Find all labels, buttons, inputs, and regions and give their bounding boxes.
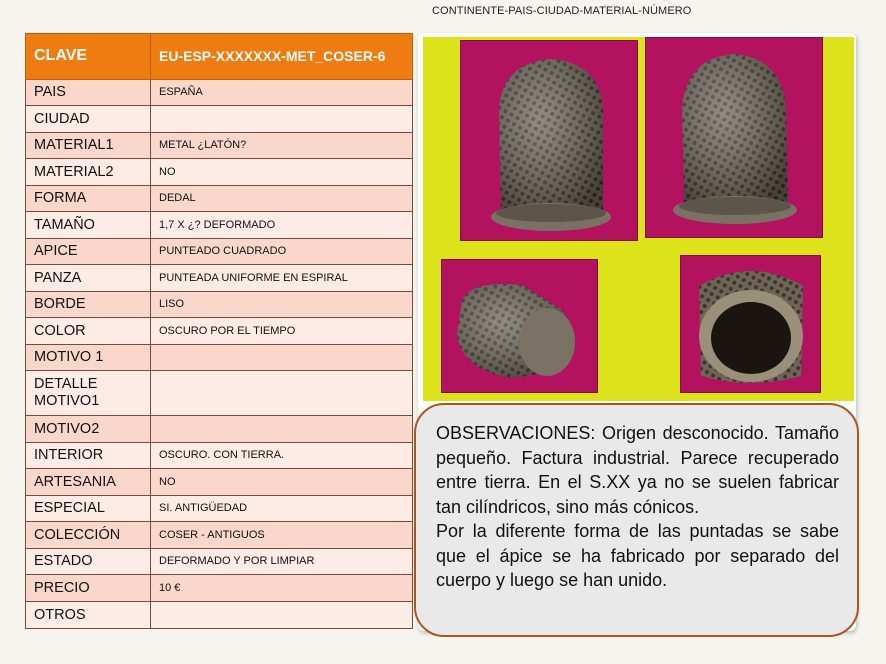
photo-panel <box>423 37 854 401</box>
row-value: 1,7 X ¿? DEFORMADO <box>151 212 413 239</box>
row-label: CIUDAD <box>26 106 151 133</box>
thimble-front-image <box>461 41 637 240</box>
row-label: COLOR <box>26 318 151 345</box>
row-label: INTERIOR <box>26 443 151 469</box>
row-value: PUNTEADA UNIFORME EN ESPIRAL <box>151 265 413 292</box>
row-value: DEFORMADO Y POR LIMPIAR <box>151 549 413 575</box>
row-label: PANZA <box>26 265 151 292</box>
table-row <box>26 106 413 133</box>
row-label: PAIS <box>26 80 151 106</box>
row-value: COSER - ANTIGUOS <box>151 522 413 549</box>
row-label: MATERIAL1 <box>26 133 151 159</box>
thimble-photo-side <box>645 37 823 238</box>
row-label: TAMAÑO <box>26 212 151 239</box>
observations-box <box>414 403 859 637</box>
thimble-side-image <box>646 38 822 237</box>
table-row <box>26 575 413 602</box>
row-value <box>151 416 413 443</box>
table-row <box>26 186 413 212</box>
row-label: PRECIO <box>26 575 151 602</box>
table-header-row <box>26 34 413 80</box>
row-label: ESPECIAL <box>26 496 151 522</box>
row-label: OTROS <box>26 602 151 629</box>
table-row <box>26 80 413 106</box>
row-label: ARTESANIA <box>26 469 151 496</box>
row-value: LISO <box>151 292 413 318</box>
row-label: DETALLE MOTIVO1 <box>26 371 151 416</box>
row-label: BORDE <box>26 292 151 318</box>
table-row <box>26 212 413 239</box>
table-row <box>26 469 413 496</box>
row-label: MOTIVO2 <box>26 416 151 443</box>
key-label: CLAVE <box>26 34 151 80</box>
row-value: PUNTEADO CUADRADO <box>151 239 413 265</box>
row-value <box>151 106 413 133</box>
row-value <box>151 345 413 371</box>
table-row <box>26 496 413 522</box>
thimble-interior-image <box>681 256 820 392</box>
row-value: 10 € <box>151 575 413 602</box>
row-value: NO <box>151 469 413 496</box>
row-label: MOTIVO 1 <box>26 345 151 371</box>
row-label: FORMA <box>26 186 151 212</box>
row-label: COLECCIÓN <box>26 522 151 549</box>
row-label: APICE <box>26 239 151 265</box>
table-row <box>26 318 413 345</box>
row-value: NO <box>151 159 413 186</box>
thimble-photo-interior <box>680 255 821 393</box>
table-row <box>26 549 413 575</box>
row-value: SI. ANTIGÜEDAD <box>151 496 413 522</box>
row-value: OSCURO POR EL TIEMPO <box>151 318 413 345</box>
row-value: METAL ¿LATÓN? <box>151 133 413 159</box>
row-value <box>151 371 413 416</box>
table-row <box>26 345 413 371</box>
table-row <box>26 133 413 159</box>
key-value: EU-ESP-XXXXXXX-MET_COSER-6 <box>151 34 413 80</box>
row-label: MATERIAL2 <box>26 159 151 186</box>
thimble-photo-apex <box>441 259 598 393</box>
table-row <box>26 265 413 292</box>
table-row <box>26 292 413 318</box>
code-format-header: CONTINENTE-PAIS-CIUDAD-MATERIAL-NÚMERO <box>432 5 692 17</box>
thimble-data-table <box>25 33 413 629</box>
thimble-photo-front <box>460 40 638 241</box>
observations-paragraph-1: OBSERVACIONES: Origen desconocido. Tamaño pequeño. Factura industrial. Parece recuperado entre tierra. En el S.XX ya no se suelen fabricar tan cilíndricos, sino más cónicos. <box>436 423 839 517</box>
row-label: ESTADO <box>26 549 151 575</box>
row-value <box>151 602 413 629</box>
row-value: OSCURO. CON TIERRA. <box>151 443 413 469</box>
table-row <box>26 239 413 265</box>
observations-paragraph-2: Por la diferente forma de las puntadas se sabe que el ápice se ha fabricado por separado del cuerpo y luego se han unido. <box>436 521 839 590</box>
table-row <box>26 443 413 469</box>
table-row <box>26 522 413 549</box>
table-row <box>26 159 413 186</box>
table-row <box>26 602 413 629</box>
row-value: DEDAL <box>151 186 413 212</box>
row-value: ESPAÑA <box>151 80 413 106</box>
thimble-apex-image <box>442 260 597 392</box>
table-row <box>26 371 413 416</box>
table-row <box>26 416 413 443</box>
